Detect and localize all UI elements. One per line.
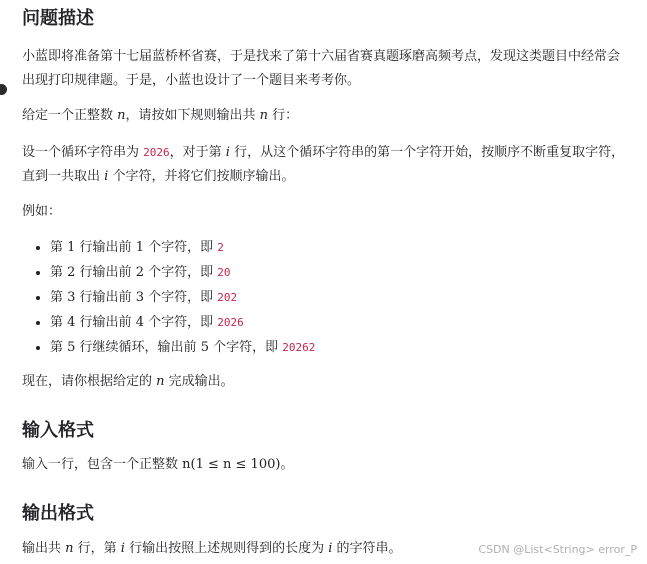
list-item: • 第 5 行继续循环，输出前 5 个字符，即 20262 (50, 335, 315, 360)
list-item: • 第 1 行输出前 1 个字符，即 2 (50, 235, 315, 260)
scroll-marker-dot (0, 84, 7, 95)
input-constraint-formula: n(1 ≤ n ≤ 100) (182, 457, 281, 472)
var-n: n (117, 108, 126, 123)
var-i: i (104, 169, 109, 184)
rule-paragraph: 设一个循环字符串为 2026，对于第 i 行，从这个循环字符串的第一个字符开始，按顺序不断重复取字符，直到一共取出 i 个字符，并将它们按顺序输出。 (22, 145, 625, 184)
list-item: • 第 2 行输出前 2 个字符，即 20 (50, 260, 315, 285)
list-item: • 第 4 行输出前 4 个字符，即 2026 (50, 310, 315, 335)
var-n: n (65, 541, 74, 556)
example-output-code: 2 (217, 241, 224, 254)
task-paragraph: 现在，请你根据给定的 n 完成输出。 (22, 374, 234, 389)
example-output-code: 20262 (282, 341, 316, 354)
section-title-description: 问题描述 (22, 8, 94, 29)
var-n: n (259, 108, 269, 123)
section-title-input: 输入格式 (22, 420, 94, 441)
output-paragraph: 输出共 n 行，第 i 行输出按照上述规则得到的长度为 i 的字符串。 (22, 541, 402, 556)
given-paragraph: 给定一个正整数 n，请按如下规则输出共 n 行： (22, 108, 299, 123)
example-label: 例如： (22, 204, 62, 219)
input-paragraph: 输入一行，包含一个正整数 n(1 ≤ n ≤ 100)。 (22, 457, 294, 472)
example-output-code: 2026 (217, 316, 244, 329)
var-n: n (156, 374, 165, 389)
intro-paragraph: 小蓝即将准备第十七届蓝桥杯省赛，于是找来了第十六届省赛真题琢磨高频考点，发现这类题目中经常会出现打印规律题。于是，小蓝也设计了一个题目来考考你。 (22, 49, 621, 88)
csdn-watermark: CSDN @List<String> error_P (478, 543, 637, 556)
var-i: i (225, 145, 230, 160)
example-list (22, 235, 315, 360)
cyclic-string-code: 2026 (143, 146, 170, 159)
example-output-code: 20 (217, 266, 231, 279)
var-i: i (328, 541, 333, 556)
example-output-code: 202 (217, 291, 238, 304)
var-i: i (120, 541, 125, 556)
list-item: • 第 3 行输出前 3 个字符，即 202 (50, 285, 315, 310)
section-title-output: 输出格式 (22, 503, 94, 524)
